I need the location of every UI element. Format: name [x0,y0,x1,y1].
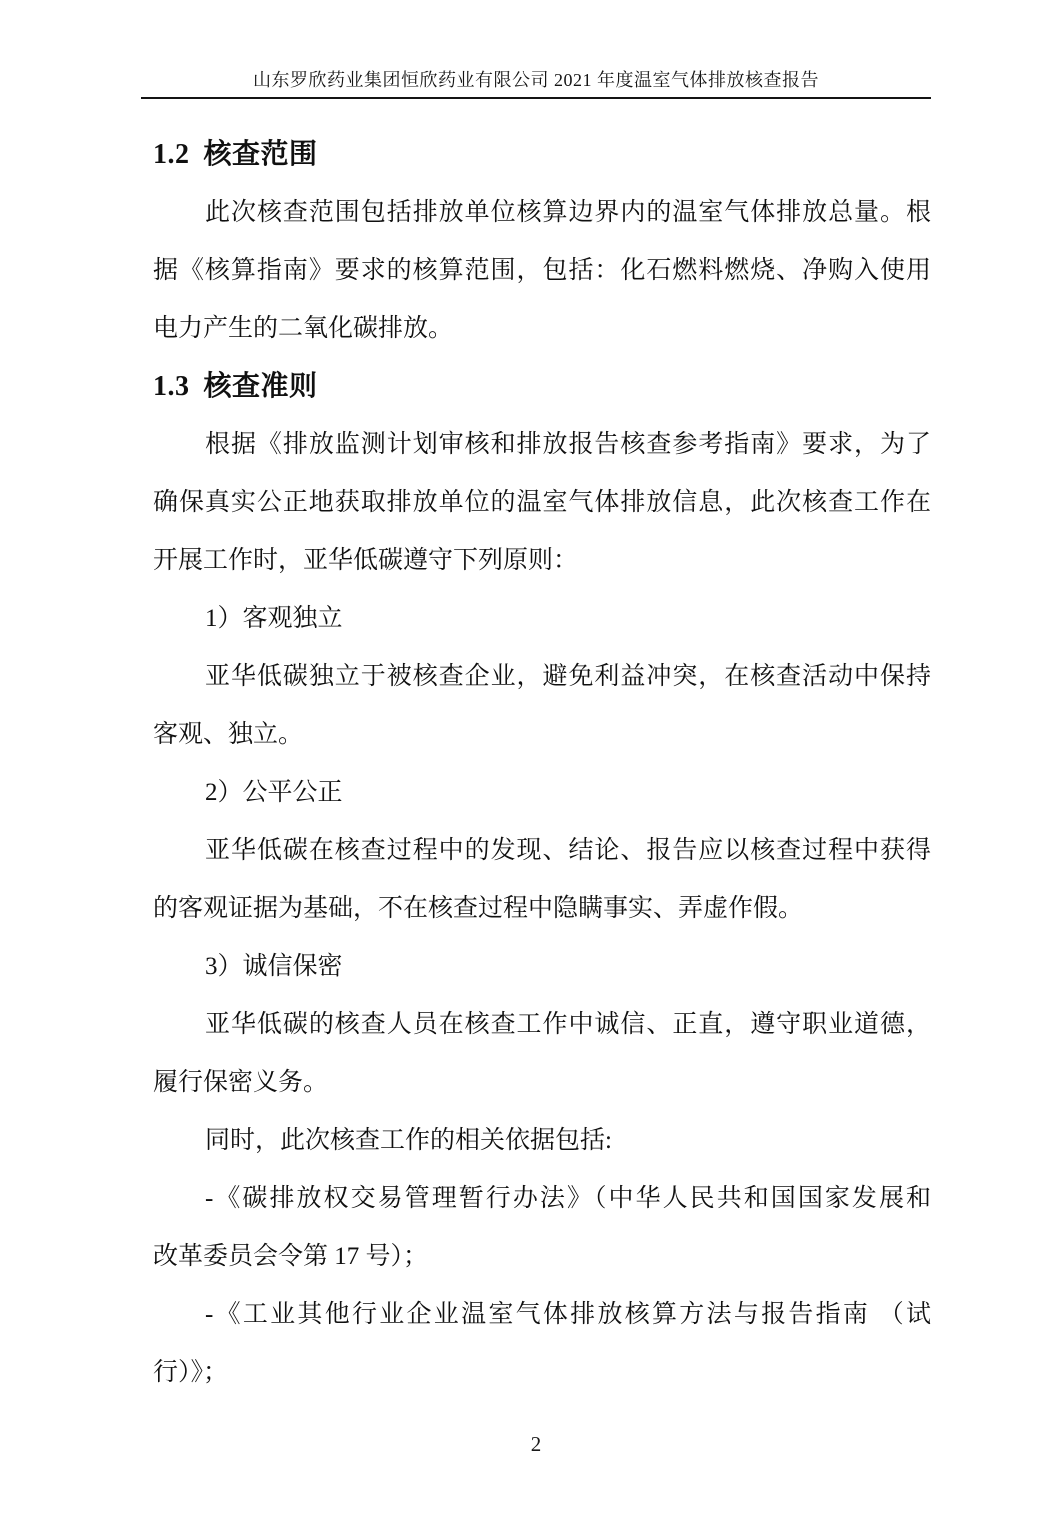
paragraph-line: 亚华低碳的核查人员在核查工作中诚信、正直，遵守职业道德， [205,1011,931,1038]
basis-item-line: 行）》； [153,1359,229,1386]
paragraph-line: 确保真实公正地获取排放单位的温室气体排放信息，此次核查工作在 [153,489,931,516]
paragraph-line: 亚华低碳在核查过程中的发现、结论、报告应以核查过程中获得 [205,837,931,864]
paragraph-line: 电力产生的二氧化碳排放。 [153,315,454,342]
list-item-3-label: 3）诚信保密 [205,953,343,980]
basis-item-line: 改革委员会令第 17 号）； [153,1243,429,1270]
basis-item-line: -《碳排放权交易管理暂行办法》（中华人民共和国国家发展和 [205,1185,931,1212]
list-item-2-label: 2）公平公正 [205,779,343,806]
section-title: 核查准则 [203,371,318,402]
section-heading-1-3 [153,358,931,416]
section-number: 1.3 [153,371,190,402]
page-footer [141,1432,931,1457]
paragraph-line: 根据《排放监测计划审核和排放报告核查参考指南》要求，为了 [205,431,931,458]
page-number: 2 [530,1432,542,1456]
paragraph-line: 履行保密义务。 [153,1069,329,1096]
paragraph-line: 的客观证据为基础，不在核查过程中隐瞒事实、弄虚作假。 [153,895,804,922]
header-title: 山东罗欣药业集团恒欣药业有限公司 2021 年度温室气体排放核查报告 [253,70,819,90]
page-header [141,0,931,99]
basis-intro-line: 同时，此次核查工作的相关依据包括: [205,1127,612,1154]
paragraph-line: 此次核查范围包括排放单位核算边界内的温室气体排放总量。根 [205,199,931,226]
paragraph-line: 据《核算指南》要求的核算范围，包括：化石燃料燃烧、净购入使用 [153,257,931,284]
list-item-1-label: 1）客观独立 [205,605,343,632]
section-number: 1.2 [153,139,190,170]
basis-item-line: -《工业其他行业企业温室气体排放核算方法与报告指南 （试 [205,1301,931,1328]
section-title: 核查范围 [203,139,318,170]
document-body [153,126,931,1402]
section-heading-1-2 [153,126,931,184]
paragraph-line: 客观、独立。 [153,721,304,748]
paragraph-line: 开展工作时，亚华低碳遵守下列原则： [153,547,579,574]
paragraph-line: 亚华低碳独立于被核查企业，避免利益冲突，在核查活动中保持 [205,663,931,690]
